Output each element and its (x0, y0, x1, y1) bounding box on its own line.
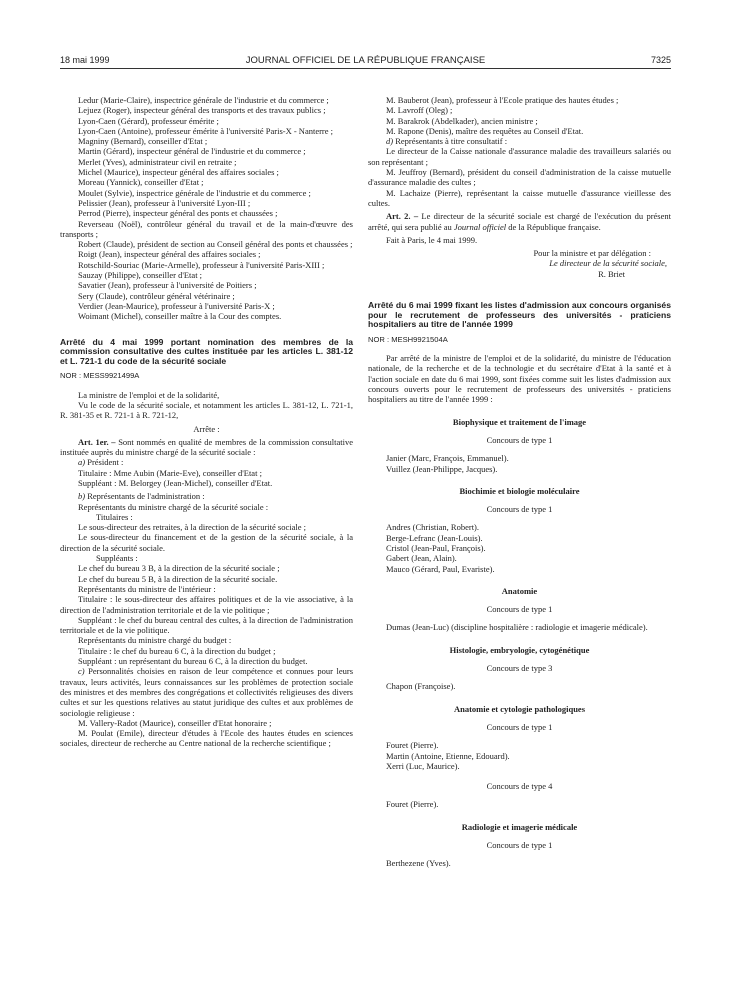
concours-type: Concours de type 3 (486, 663, 553, 674)
header-journal-title: JOURNAL OFFICIEL DE LA RÉPUBLIQUE FRANÇAISE (245, 55, 486, 66)
concours-type: Concours de type 1 (486, 840, 553, 851)
article-2 (368, 211, 671, 232)
section-c-text: Personnalités choisies en raison de leur compétence et connues pour leurs travaux, leurs activités, leurs connaissances sur les problèmes de protection sociale des ministres et des membres des congrégations et collectivités religieuses des divers cultes et sur les questions relatives au statut juridique des cultes et aux problèmes de sociologie religieuse : (60, 666, 353, 718)
arrete2-intro: Par arrêté de la ministre de l'emploi et de la solidarité, du ministre de l'éducation nationale, de la recherche et de la technologie et du secrétaire d'Etat à la santé et à l'action sociale en date du 6 mai 1999, sont fixées comme suit les listes d'admission aux concours ouverts pour le recrutement de professeurs des universités - praticiens hospitaliers au titre de l'année 1999 : (368, 353, 671, 405)
member-list-item: Ledur (Marie-Claire), inspectrice générale de l'industrie et du commerce ; (78, 95, 329, 105)
concours-type: Concours de type 1 (486, 604, 553, 615)
vu-paragraph: Vu le code de la sécurité sociale, et notamment les articles L. 381-12, L. 721-1, R. 381-35 et R. 721-1 à R. 721-12, (60, 399, 353, 421)
member-list-item: Martin (Gérard), inspecteur général de l'industrie et du commerce ; (78, 146, 306, 157)
member-list-item: Woimant (Michel), conseiller maître à la Cour des comptes. (78, 311, 282, 322)
section-b (60, 491, 353, 501)
concours-type: Concours de type 1 (486, 434, 553, 445)
admitted-candidate: Janier (Marc, François, Emmanuel). (386, 453, 509, 464)
section-c (60, 666, 353, 717)
member-list-item: Verdier (Jean-Maurice), professeur à l'université Paris-X ; (78, 300, 275, 311)
article-1-text: Sont nommés en qualité de membres de la commission consultative instituée auprès du ministre chargé de la sécurité sociale : (60, 436, 353, 458)
arrete-line: Arrête : (193, 423, 220, 434)
signature-title: Le directeur de la sécurité sociale, (549, 258, 667, 269)
admitted-candidate: Gabert (Jean, Alain). (386, 553, 457, 564)
admitted-candidate: Cristol (Jean-Paul, François). (386, 542, 486, 553)
section-a (60, 457, 353, 467)
rep-secu-heading: Représentants du ministre chargé de la sécurité sociale : (78, 501, 269, 512)
nor2-reference: NOR : MESH9921504A (368, 334, 448, 344)
signature-delegation: Pour la ministre et par délégation : (533, 248, 651, 259)
article-1 (60, 437, 353, 458)
admitted-candidate: Vuillez (Jean-Philippe, Jacques). (386, 463, 498, 474)
article-2-text-b: de la République française. (506, 221, 601, 232)
rep-interieur-heading: Représentants du ministre de l'intérieur : (78, 583, 216, 594)
member-lachaize: M. Lachaize (Pierre), représentant la caisse mutuelle d'assurance vieillesse des cultes. (368, 187, 671, 208)
budget-suppleant: Suppléant : un représentant du bureau 6 C, à la direction du budget. (78, 656, 308, 667)
president-suppleant: Suppléant : M. Belorgey (Jean-Michel), conseiller d'Etat. (78, 477, 273, 488)
titulaires-heading: Titulaires : (96, 511, 133, 522)
discipline-title: Histologie, embryologie, cytogénétique (449, 644, 590, 655)
admitted-candidate: Dumas (Jean-Luc) (discipline hospitalière : radiologie et imagerie médicale). (386, 622, 648, 633)
suppleant-2: Le chef du bureau 5 B, à la direction de la sécurité sociale. (78, 573, 278, 584)
section-d (368, 136, 671, 146)
member-list-item: Rotschild-Souriac (Marie-Armelle), professeur à l'université Paris-XIII ; (78, 259, 325, 270)
header-page-number: 7325 (650, 55, 671, 65)
rep-budget-heading: Représentants du ministre chargé du budget : (78, 635, 232, 646)
member-rapone: M. Rapone (Denis), maître des requêtes au Conseil d'Etat. (386, 125, 584, 136)
arrete2-title: Arrêté du 6 mai 1999 fixant les listes d'admission aux concours organisés pour le recrutement de professeurs des universités - praticiens hospitaliers au titre de l'année 1999 (368, 300, 671, 330)
right-column (368, 95, 671, 869)
signature-name: R. Briet (598, 268, 625, 279)
member-bauberot: M. Bauberot (Jean), professeur à l'Ecole pratique des hautes études ; (386, 95, 619, 105)
discipline-title: Biophysique et traitement de l'image (452, 416, 587, 427)
member-list-item: Sery (Claude), contrôleur général vétérinaire ; (78, 290, 235, 301)
member-barakrok: M. Barakrok (Abdelkader), ancien ministre ; (386, 115, 538, 126)
member-lavroff: M. Lavroff (Oleg) ; (386, 105, 453, 116)
member-list-item: Robert (Claude), président de section au Conseil général des ponts et chaussées ; (78, 239, 353, 250)
left-column (60, 95, 353, 749)
arrete-title: Arrêté du 4 mai 1999 portant nomination des membres de la commission consultative des cultes instituée par les articles L. 381-12 et L. 721-1 du code de la sécurité sociale (60, 336, 353, 366)
member-list-item: Roigt (Jean), inspecteur général des affaires sociales ; (78, 249, 261, 260)
member-poulat: M. Poulat (Emile), directeur d'études à l'Ecole des hautes études en sciences sociales, directeur de recherche au Centre national de la recherche scientifique ; (60, 728, 353, 749)
member-list-item: Michel (Maurice), inspecteur général des affaires sociales ; (78, 167, 279, 178)
admitted-candidate: Berge-Lefranc (Jean-Louis). (386, 532, 483, 543)
member-list-item: Pelissier (Jean), professeur à l'université Lyon-III ; (78, 197, 251, 208)
header-date: 18 mai 1999 (60, 55, 110, 65)
discipline-title: Anatomie et cytologie pathologiques (453, 703, 586, 714)
section-a-label: a) (78, 457, 86, 468)
article-2-text-a: Le directeur de la sécurité sociale est chargé de l'exécution du présent arrêté, qui sera publié au (368, 211, 671, 232)
concours-type: Concours de type 4 (486, 781, 553, 792)
interieur-suppleant: Suppléant : le chef du bureau central des cultes, à la direction de l'administration territoriale et de la vie politique. (60, 614, 353, 636)
admitted-candidate: Fouret (Pierre). (386, 799, 439, 810)
article-2-label: Art. 2. – (386, 211, 419, 222)
caisse-directeur: Le directeur de la Caisse nationale d'assurance maladie des travailleurs salariés ou son représentant ; (368, 146, 671, 167)
member-list-item: Lyon-Caen (Antoine), professeur émérite à l'université Paris-X - Nanterre ; (78, 125, 334, 136)
discipline-title: Anatomie (501, 585, 538, 596)
admitted-candidate: Berthezene (Yves). (386, 858, 451, 869)
section-d-label: d) (386, 136, 394, 147)
admission-lists (368, 417, 671, 869)
titulaire-1: Le sous-directeur des retraites, à la direction de la sécurité sociale ; (78, 522, 306, 533)
admitted-candidate: Xerri (Luc, Maurice). (386, 760, 460, 771)
concours-type: Concours de type 1 (486, 721, 553, 732)
admitted-candidate: Chapon (Françoise). (386, 681, 456, 692)
concours-type: Concours de type 1 (486, 504, 553, 515)
member-list-item: Merlet (Yves), administrateur civil en retraite ; (78, 156, 237, 167)
discipline-title: Biochimie et biologie moléculaire (459, 485, 580, 496)
discipline-title: Radiologie et imagerie médicale (461, 821, 578, 832)
member-list-item: Perrod (Pierre), inspecteur général des ponts et chaussées ; (78, 208, 278, 219)
section-d-text: Représentants à titre consultatif : (393, 136, 508, 147)
president-titulaire: Titulaire : Mme Aubin (Marie-Eve), conseiller d'Etat ; (78, 467, 262, 478)
member-vallery: M. Vallery-Radot (Maurice), conseiller d'Etat honoraire ; (78, 717, 272, 728)
member-list-item: Moulet (Sylvie), inspectrice générale de l'industrie et du commerce ; (78, 187, 311, 198)
member-list (60, 95, 353, 322)
section-b-label: b) (78, 491, 86, 502)
admitted-candidate: Fouret (Pierre). (386, 740, 439, 751)
member-list-item: Magniny (Bernard), conseiller d'Etat ; (78, 136, 208, 147)
budget-titulaire: Titulaire : le chef du bureau 6 C, à la direction du budget ; (78, 645, 276, 656)
section-c-label: c) (78, 666, 85, 677)
minister-line: La ministre de l'emploi et de la solidarité, (78, 389, 220, 400)
spacer (368, 771, 671, 781)
suppleant-1: Le chef du bureau 3 B, à la direction de la sécurité sociale ; (78, 563, 280, 574)
article-1-label: Art. 1er. – (78, 436, 116, 447)
admitted-candidate: Martin (Antoine, Etienne, Edouard). (386, 750, 510, 761)
header-rule (60, 68, 671, 69)
fait-a-paris: Fait à Paris, le 4 mai 1999. (386, 234, 478, 245)
member-list-item: Moreau (Yannick), conseiller d'Etat ; (78, 177, 204, 188)
member-jeuffroy: M. Jeuffroy (Bernard), président du conseil d'administration de la caisse mutuelle d'assurance maladie des cultes ; (368, 167, 671, 188)
member-list-item: Lejuez (Roger), inspecteur général des transports et des travaux publics ; (78, 105, 326, 116)
member-list-item: Reverseau (Noël), contrôleur général du travail et de la main-d'œuvre des transports ; (60, 218, 353, 239)
titulaire-2: Le sous-directeur du financement et de la gestion de la sécurité sociale, à la direction de la sécurité sociale. (60, 532, 353, 553)
admitted-candidate: Andres (Christian, Robert). (386, 522, 480, 533)
member-list-item: Sauzay (Philippe), conseiller d'Etat ; (78, 270, 203, 281)
interieur-titulaire: Titulaire : le sous-directeur des affaires politiques et de la vie associative, à la direction de l'administration territoriale et de la vie politique ; (60, 594, 353, 615)
article-2-journal: Journal officiel (453, 221, 507, 232)
admitted-candidate: Mauco (Gérard, Paul, Evariste). (386, 563, 495, 574)
section-a-text: Président : (85, 457, 124, 468)
member-list-item: Savatier (Jean), professeur à l'université de Poitiers ; (78, 280, 257, 291)
nor-reference: NOR : MESS9921499A (60, 371, 140, 381)
suppleants-heading: Suppléants : (96, 553, 138, 564)
member-list-item: Lyon-Caen (Gérard), professeur émérite ; (78, 115, 219, 126)
section-b-text: Représentants de l'administration : (85, 491, 205, 502)
